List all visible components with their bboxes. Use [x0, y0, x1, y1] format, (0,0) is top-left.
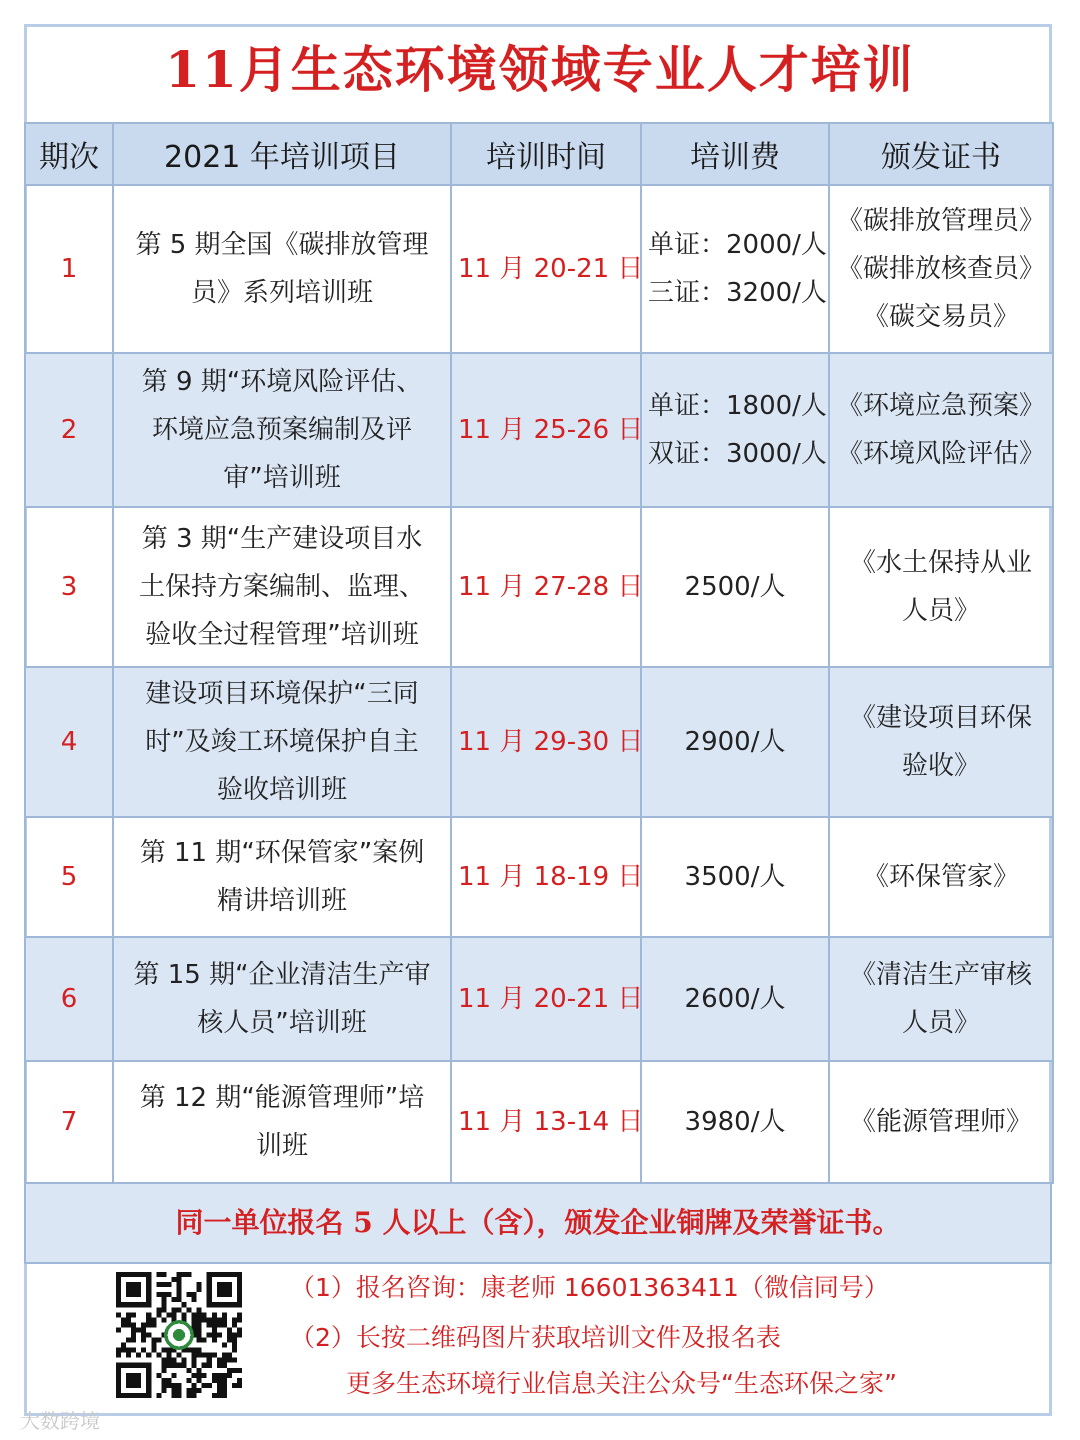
cert-cell-line: 《环境风险评估》	[836, 439, 1045, 469]
cert-cell-line: 《碳排放核查员》	[836, 254, 1045, 284]
course-cell	[113, 185, 451, 353]
course-cell-line: 第 3 期“生产建设项目水	[141, 524, 423, 554]
table-header-row	[25, 123, 1053, 185]
table-row	[25, 353, 1053, 507]
course-cell-line: 审”培训班	[223, 463, 341, 493]
fee-cell	[641, 937, 829, 1061]
contact-line-1: （1）报名咨询：康老师 16601363411（微信同号）	[290, 1273, 889, 1302]
period-cell: 5	[25, 817, 113, 937]
course-cell	[113, 1061, 451, 1183]
cert-cell-line: 《清洁生产审核	[849, 960, 1032, 990]
group-discount-notice: 同一单位报名 5 人以上（含），颁发企业铜牌及荣誉证书。	[24, 1182, 1052, 1264]
fee-cell-line: 三证：3200/人	[648, 278, 827, 308]
header-period: 期次	[25, 123, 113, 185]
period-cell: 2	[25, 353, 113, 507]
date-cell: 11 月 25-26 日	[451, 353, 641, 507]
course-cell-line: 验收全过程管理”培训班	[145, 620, 419, 650]
cert-cell	[829, 507, 1053, 667]
cert-cell	[829, 353, 1053, 507]
period-cell: 4	[25, 667, 113, 817]
training-schedule-table	[24, 122, 1054, 1184]
cert-cell	[829, 817, 1053, 937]
date-cell: 11 月 20-21 日	[451, 937, 641, 1061]
header-fee: 培训费	[641, 123, 829, 185]
course-cell-line: 第 5 期全国《碳排放管理	[135, 230, 429, 260]
table-row	[25, 937, 1053, 1061]
fee-cell-line: 单证：1800/人	[648, 391, 827, 421]
cert-cell-line: 《水土保持从业	[849, 548, 1032, 578]
course-cell-line: 验收培训班	[216, 775, 347, 805]
fee-cell	[641, 667, 829, 817]
table-row	[25, 185, 1053, 353]
period-cell: 7	[25, 1061, 113, 1183]
fee-cell-line: 2900/人	[684, 727, 786, 757]
cert-cell-line: 《环保管家》	[862, 862, 1019, 892]
fee-cell-line: 双证：3000/人	[648, 439, 827, 469]
date-cell: 11 月 20-21 日	[451, 185, 641, 353]
course-cell-line: 建设项目环境保护“三同	[145, 679, 419, 709]
fee-cell-line: 3500/人	[684, 862, 786, 892]
header-date: 培训时间	[451, 123, 641, 185]
period-cell: 1	[25, 185, 113, 353]
fee-cell	[641, 353, 829, 507]
course-cell	[113, 353, 451, 507]
date-cell: 11 月 18-19 日	[451, 817, 641, 937]
contact-line-3: 更多生态环境行业信息关注公众号“生态环保之家”	[346, 1369, 897, 1398]
course-cell-line: 员》系列培训班	[190, 278, 373, 308]
fee-cell	[641, 507, 829, 667]
course-cell	[113, 817, 451, 937]
qr-code[interactable]	[116, 1272, 242, 1398]
cert-cell	[829, 1061, 1053, 1183]
cert-cell	[829, 185, 1053, 353]
course-cell	[113, 667, 451, 817]
table-row	[25, 817, 1053, 937]
course-cell-line: 精讲培训班	[216, 886, 347, 916]
date-cell: 11 月 29-30 日	[451, 667, 641, 817]
course-cell-line: 第 12 期“能源管理师”培	[139, 1083, 425, 1113]
course-cell-line: 时”及竣工环境保护自主	[145, 727, 419, 757]
cert-cell	[829, 667, 1053, 817]
contact-line-2: （2）长按二维码图片获取培训文件及报名表	[290, 1323, 781, 1352]
course-cell-line: 第 11 期“环保管家”案例	[139, 838, 425, 868]
course-cell-line: 环境应急预案编制及评	[151, 415, 412, 445]
course-cell-line: 第 15 期“企业清洁生产审	[133, 960, 431, 990]
fee-cell	[641, 1061, 829, 1183]
cert-cell-line: 人员》	[901, 596, 980, 626]
cert-cell-line: 《碳交易员》	[862, 302, 1019, 332]
cert-cell-line: 《建设项目环保	[849, 703, 1032, 733]
period-cell: 6	[25, 937, 113, 1061]
course-cell	[113, 937, 451, 1061]
period-cell: 3	[25, 507, 113, 667]
cert-cell-line: 《碳排放管理员》	[836, 206, 1045, 236]
header-cert: 颁发证书	[829, 123, 1053, 185]
course-cell-line: 核人员”培训班	[197, 1008, 367, 1038]
course-cell-line: 第 9 期“环境风险评估、	[141, 367, 423, 397]
course-cell	[113, 507, 451, 667]
table-row	[25, 507, 1053, 667]
fee-cell-line: 单证：2000/人	[648, 230, 827, 260]
header-course: 2021 年培训项目	[113, 123, 451, 185]
fee-cell-line: 2600/人	[684, 984, 786, 1014]
fee-cell-line: 2500/人	[684, 572, 786, 602]
date-cell: 11 月 13-14 日	[451, 1061, 641, 1183]
fee-cell	[641, 817, 829, 937]
cert-cell-line: 《环境应急预案》	[836, 391, 1045, 421]
fee-cell	[641, 185, 829, 353]
fee-cell-line: 3980/人	[684, 1107, 786, 1137]
cert-cell	[829, 937, 1053, 1061]
cert-cell-line: 人员》	[901, 1008, 980, 1038]
course-cell-line: 训班	[255, 1131, 308, 1161]
cert-cell-line: 验收》	[901, 751, 980, 781]
page-title: 11月生态环境领域专业人才培训	[165, 40, 915, 99]
watermark: 大数跨境	[20, 1409, 100, 1433]
course-cell-line: 土保持方案编制、监理、	[138, 572, 425, 602]
table-row	[25, 667, 1053, 817]
cert-cell-line: 《能源管理师》	[849, 1107, 1032, 1137]
date-cell: 11 月 27-28 日	[451, 507, 641, 667]
table-row	[25, 1061, 1053, 1183]
